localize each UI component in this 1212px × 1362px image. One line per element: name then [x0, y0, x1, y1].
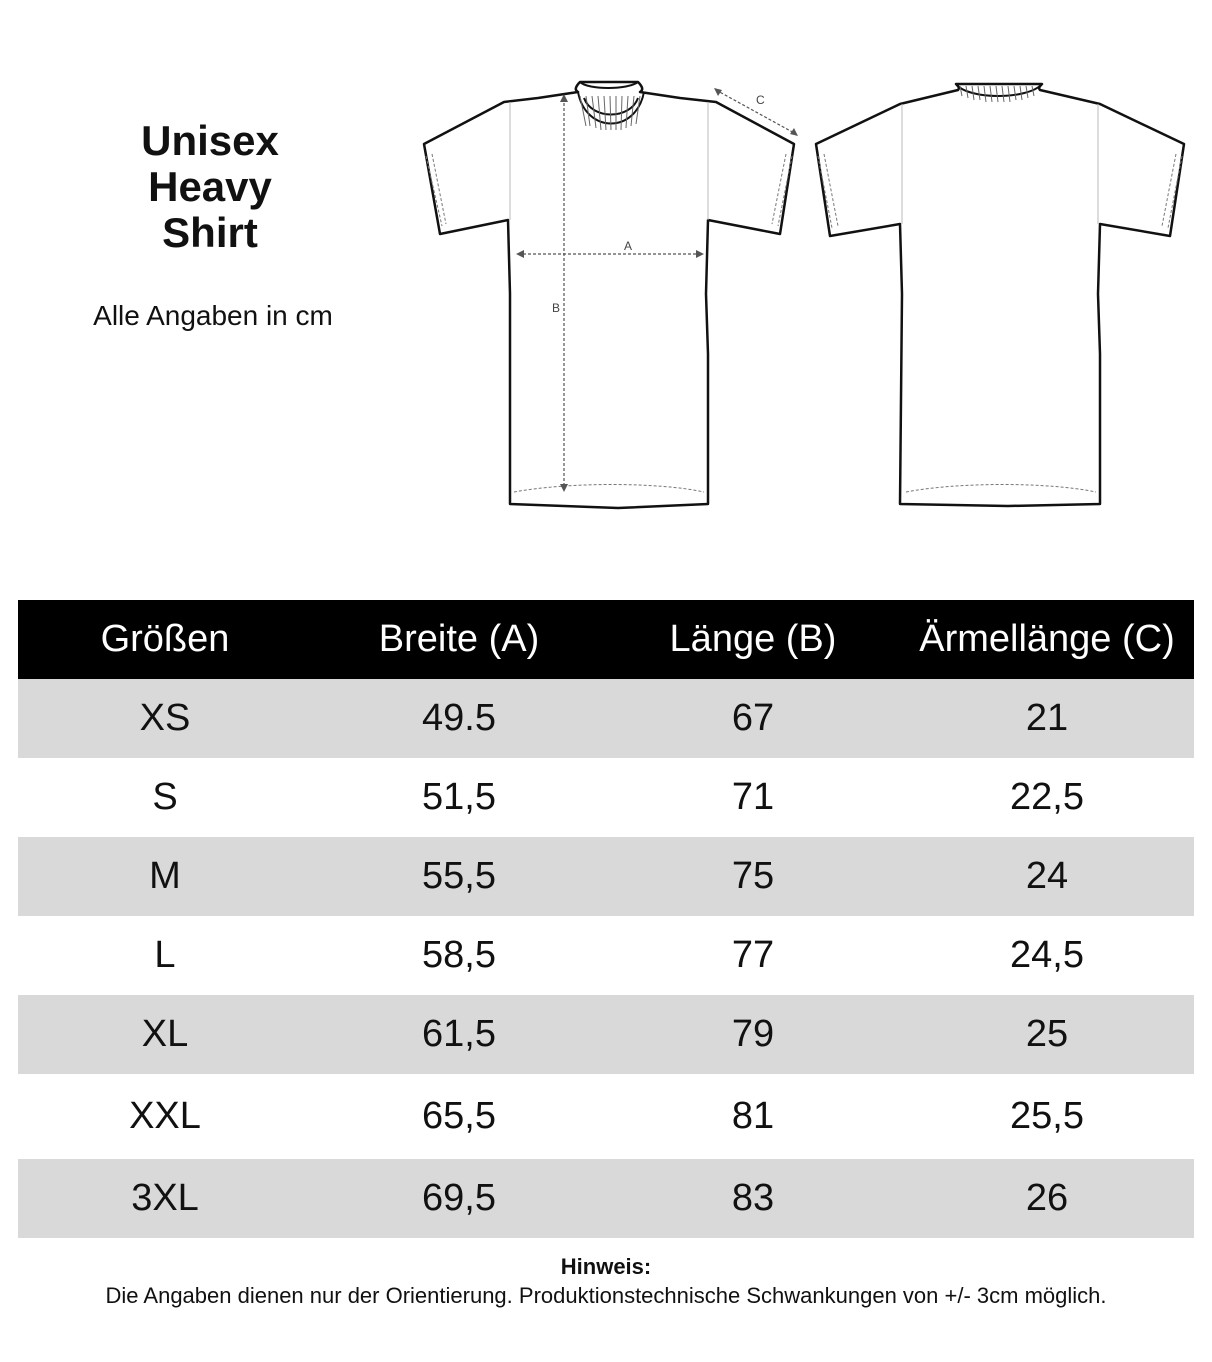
table-row [18, 995, 1194, 1074]
cell-sleeve-length: 25 [1025, 1013, 1069, 1055]
units-note: Alle Angaben in cm [93, 300, 333, 331]
cell-length: 67 [731, 697, 775, 739]
cell-width: 65,5 [422, 1095, 496, 1137]
cell-width: 55,5 [422, 855, 496, 897]
cell-width: 61,5 [422, 1013, 496, 1055]
table-row [18, 679, 1194, 758]
header-sleeve-length: Ärmellänge (C) [919, 618, 1175, 660]
product-title-line-1: Unisex [141, 117, 279, 164]
cell-size: M [149, 855, 181, 897]
cell-width: 69,5 [422, 1177, 496, 1219]
cell-length: 71 [731, 776, 775, 818]
table-row [18, 837, 1194, 916]
hint-text: Die Angaben dienen nur der Orientierung. Produktionstechnische Schwankungen von +/- 3cm möglich. [105, 1283, 1107, 1308]
table-row [18, 1074, 1194, 1159]
table-header-row [18, 600, 1194, 679]
header-length: Länge (B) [669, 618, 837, 660]
cell-sleeve-length: 26 [1025, 1177, 1069, 1219]
product-title-line-2: Heavy [148, 163, 272, 210]
cell-sleeve-length: 22,5 [1010, 776, 1084, 818]
shirt-back-diagram [808, 74, 1192, 510]
cell-size: 3XL [131, 1177, 199, 1219]
table-row [18, 1159, 1194, 1238]
cell-sleeve-length: 21 [1025, 697, 1069, 739]
table-row [18, 916, 1194, 995]
cell-size: XXL [129, 1095, 201, 1137]
cell-length: 79 [731, 1013, 775, 1055]
cell-size: XL [141, 1013, 189, 1055]
shirt-front-diagram [418, 74, 802, 510]
header-sizes: Größen [100, 618, 230, 660]
cell-length: 83 [731, 1177, 775, 1219]
measure-a-label: A [624, 239, 633, 253]
cell-width: 51,5 [422, 776, 496, 818]
cell-length: 75 [731, 855, 775, 897]
table-row [18, 758, 1194, 837]
size-table [18, 600, 1194, 1238]
cell-width: 58,5 [422, 934, 496, 976]
hint-title: Hinweis: [560, 1254, 652, 1279]
product-title-line-3: Shirt [162, 209, 258, 256]
cell-length: 81 [731, 1095, 775, 1137]
product-title [60, 118, 360, 256]
cell-length: 77 [731, 934, 775, 976]
hint-note [0, 1252, 1212, 1310]
cell-size: L [154, 934, 176, 976]
cell-size: XS [139, 697, 191, 739]
measure-c-label: C [756, 93, 765, 107]
cell-width: 49.5 [422, 697, 496, 739]
header-width: Breite (A) [378, 618, 540, 660]
measure-b-label: B [552, 301, 561, 315]
cell-sleeve-length: 25,5 [1010, 1095, 1084, 1137]
cell-sleeve-length: 24,5 [1010, 934, 1084, 976]
cell-sleeve-length: 24 [1025, 855, 1069, 897]
cell-size: S [152, 776, 178, 818]
